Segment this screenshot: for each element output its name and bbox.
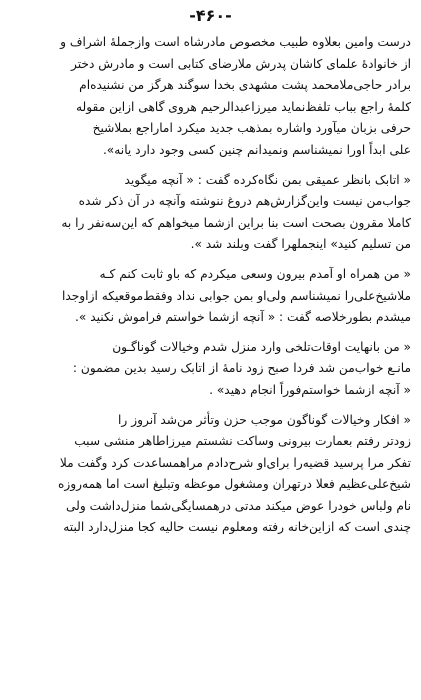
text-line: شیخ‌علی‌عظیم فعلا درتهران ومشغول موعظه وتبلیغ است اما همه‌روزه [58,477,411,492]
text-line: « آنچه ازشما خواستم‌فوراً انجام دهید» . [209,382,411,397]
text-line: میشدم بطورخلاصه گفت : « آنچه ازشما خواستم فراموش نکنید ». [74,310,411,325]
text-line: جواب‌من نیست واین‌گزارش‌هم دروغ ننوشته وآنچه در آن ذکر شده [78,194,411,209]
text-line: « من بانهایت اوقات‌تلخی وارد منزل شدم وخیالات گوناگـون [112,339,411,354]
paragraph [10,337,411,402]
paragraph [10,410,411,540]
text-line: نام ولباس خودرا عوض میکند مدتی درهمسایگی‌شما منزل‌داشت ولی [66,498,411,513]
text-line: درست وامین بعلاوه طبیب مخصوص مادرشاه است وازجملهٔ اشراف و [60,35,411,49]
text-line: کلمهٔ راجع بباب تلفظ‌نماید میرزاعبدالرحیم هروی گاهی ازاین مقوله [76,99,411,114]
paragraph [10,32,411,162]
text-line: « اتابک بانظر عمیقی بمن نگاه‌کرده گفت : « آنچه میگوید [124,172,411,187]
page-number: -۴۶۰- [189,6,232,25]
text-line: مانـع خواب‌من شد فردا صبح زود نامهٔ از اتابک رسید بدین مضمون : [72,361,411,376]
paragraph [10,264,411,329]
text-line: زودتر رفتم بعمارت بیرونی وساکت نشستم میرزاطاهر منشی سبب [74,434,411,449]
text-line: حرفی بزبان میآورد واشاره بمذهب جدید میکرد اماراجع بملاشیخ [92,121,411,136]
text-line: کاملا مقرون بصحت است بنا براین ازشما میخواهم که این‌سه‌نفر را به [61,215,411,230]
text-line: ملاشیخ‌علی‌را نمیشناسم ولی‌او بمن جوابی نداد وفقط‌موقعیکه ازاوجدا [61,288,411,303]
text-line: چندی است که ازاین‌خانه رفته ومعلوم نیست حالیه کجا منزل‌دارد البته [63,520,411,535]
text-line: « افکار وخیالات گوناگون موجب حزن وتأثر من‌شد آنروز را [118,412,411,427]
text-line: تفکر مرا پرسید قضیه‌را برای‌او شرح‌دادم مراهمساعدت کرد وگفت ملا [59,455,411,470]
text-line: علی ابداً اورا نمیشناسم ونمیدانم چنین کسی وجود دارد یانه». [102,142,411,157]
text-line: برادر حاجی‌ملامحمد پشت مشهدی بخدا سوگند هرگز من نشنیده‌ام [79,78,411,93]
body-text [10,32,411,539]
text-line: از خانوادهٔ علمای کاشان پدرش ملارضای کتابی است و مادرش دختر [71,56,411,71]
text-line: « من همراه او آمدم بیرون وسعی میکردم که باو ثابت کنم کـه [99,266,411,281]
paragraph [10,170,411,256]
text-line: من تسلیم کنید» اینجملهرا گفت وبلند شد ». [190,237,411,252]
